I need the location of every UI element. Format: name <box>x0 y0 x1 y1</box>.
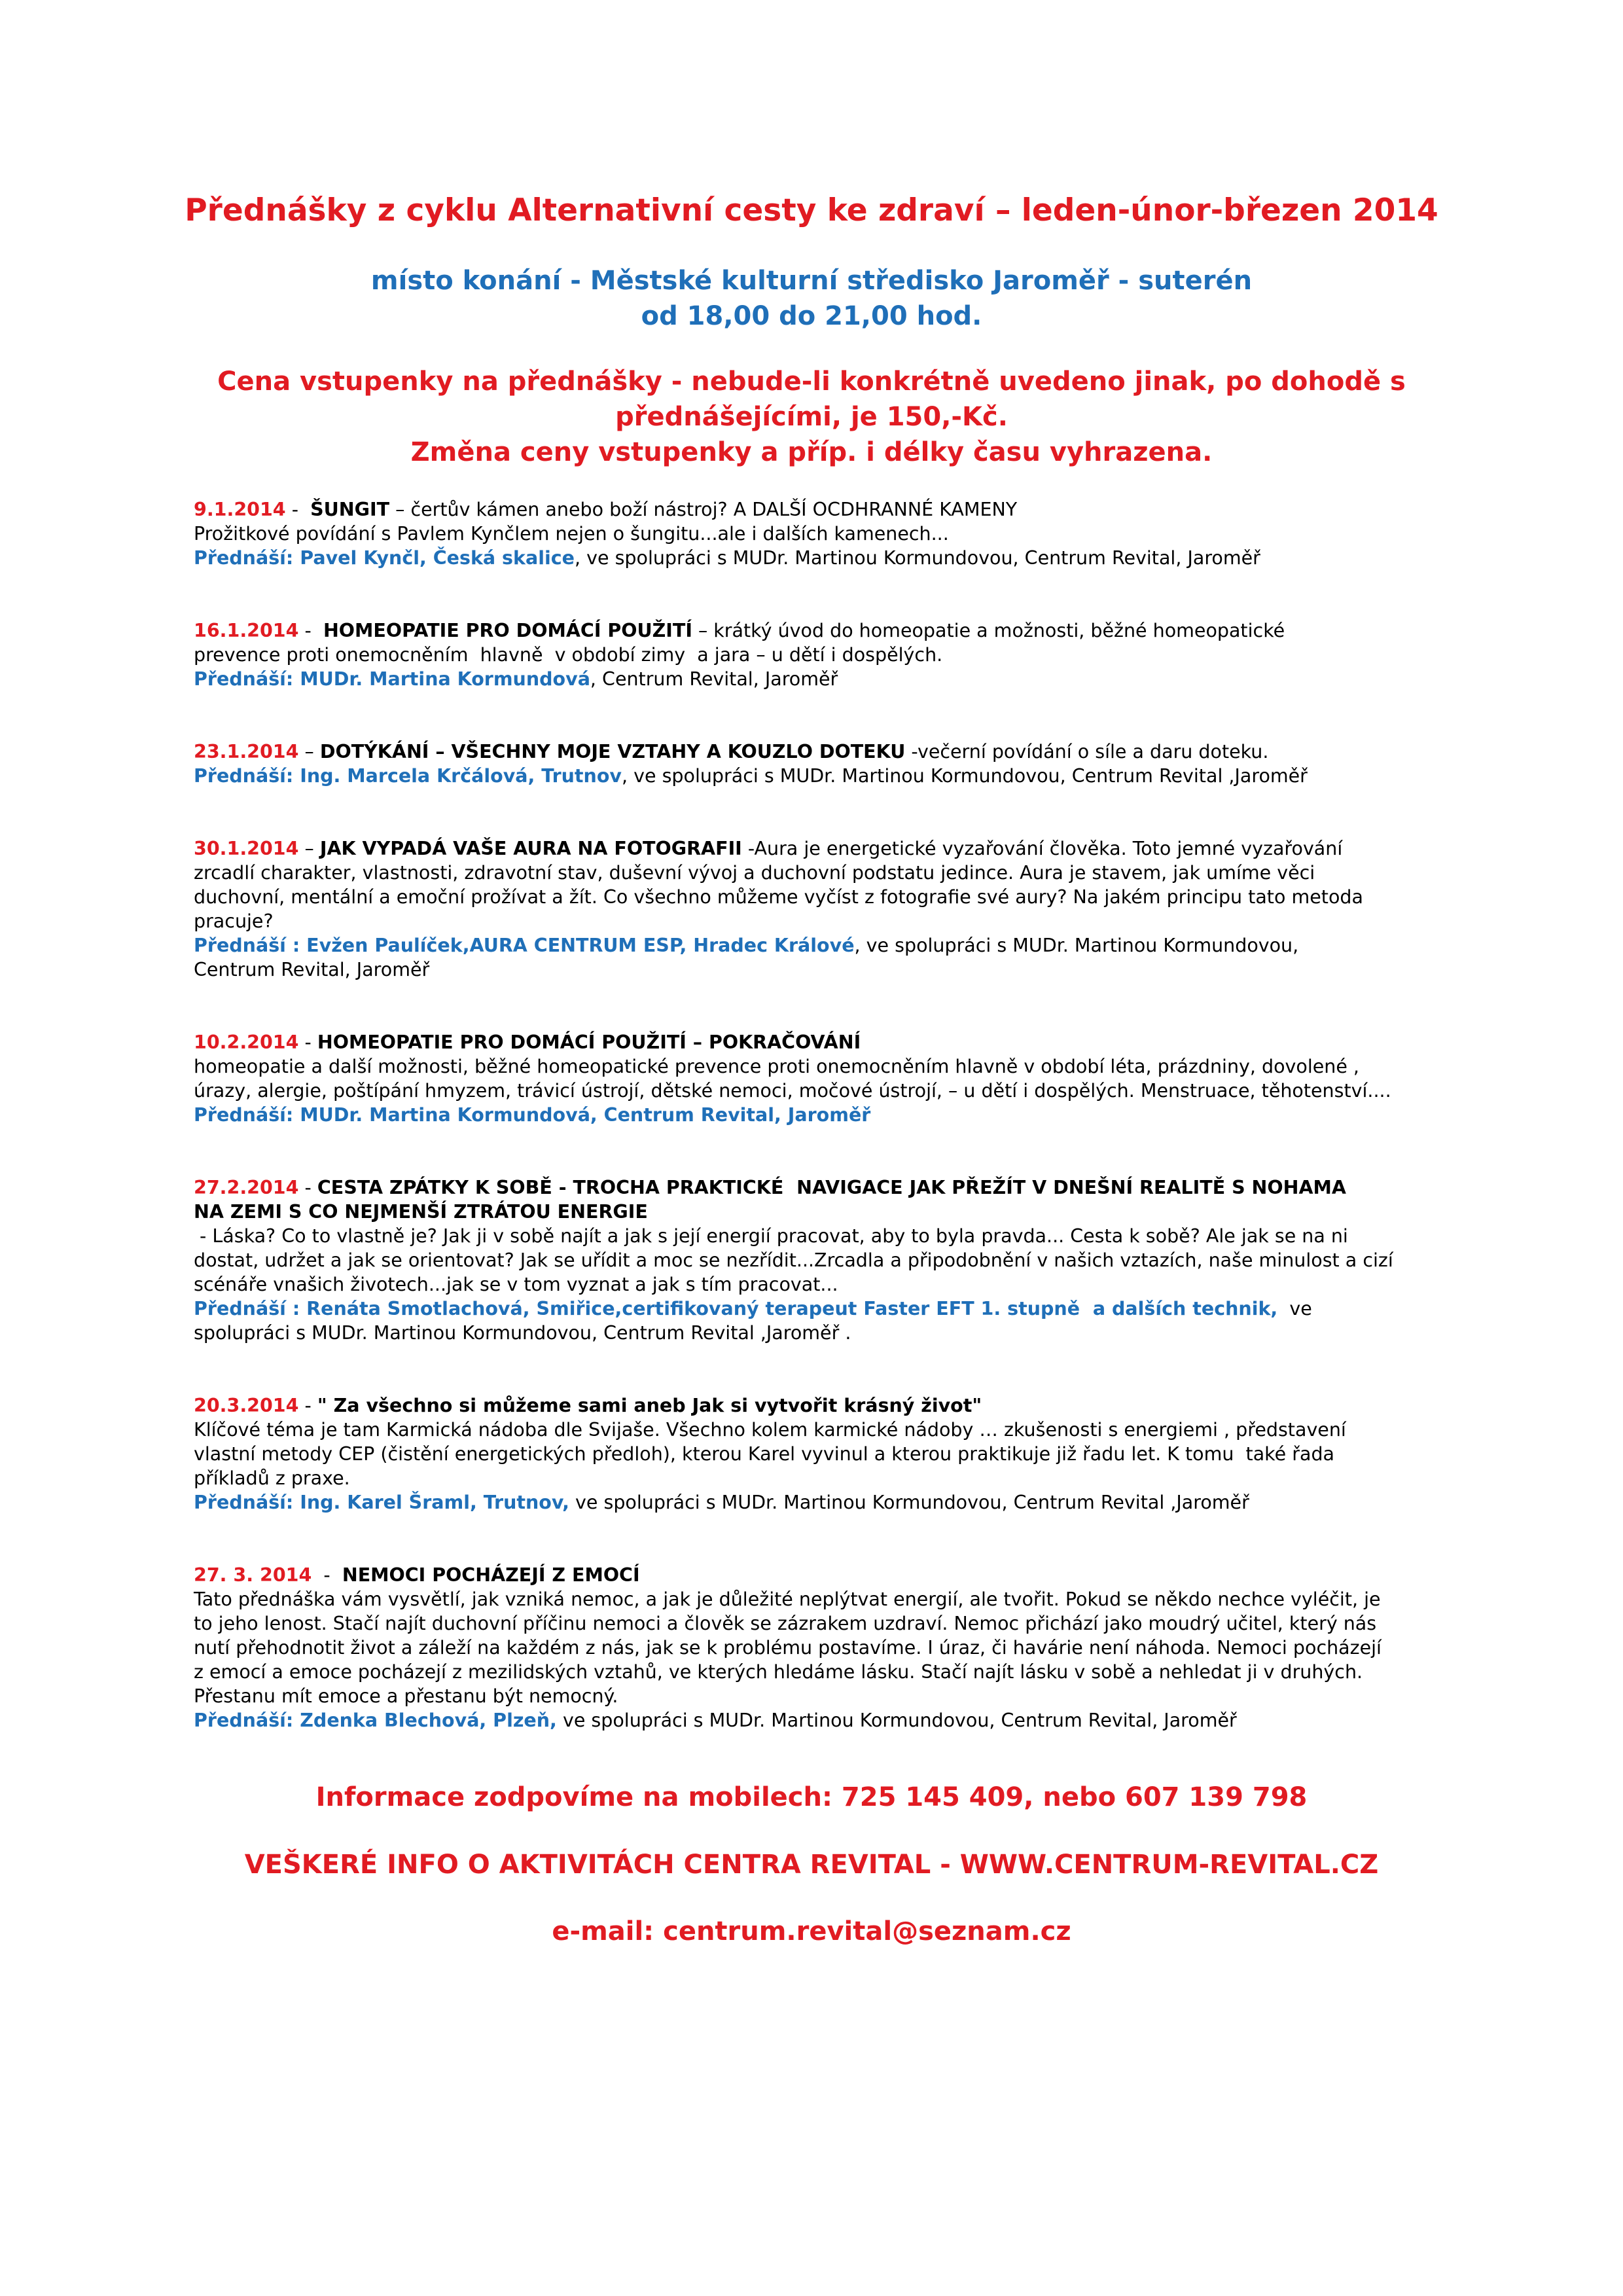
lecture-headline <box>194 1030 1457 1054</box>
lecture-description-line: zrcadlí charakter, vlastnosti, zdravotní stav, duševní vývoj a duchovní podstatu jedince. Aura je stavem, jak umíme věci <box>194 862 1315 884</box>
lecture-separator: - <box>312 1564 342 1586</box>
lecture-date: 20.3.2014 <box>194 1395 299 1416</box>
speaker-name: Ing. Karel Šraml, Trutnov, <box>300 1492 569 1513</box>
price-line-2: přednášejícími, je 150,-Kč. <box>615 402 1008 432</box>
lecture-title: HOMEOPATIE PRO DOMÁCÍ POUŽITÍ – POKRAČOVÁNÍ <box>317 1031 861 1053</box>
lecture-description-line: Klíčové téma je tam Karmická nádoba dle Svijaše. Všechno kolem karmické nádoby … zkušenosti s energiemi , představení <box>194 1419 1346 1441</box>
lecture-description-line: úrazy, alergie, poštípání hmyzem, trávicí ústrojí, dětské nemoci, močové ústrojí, – u dětí i dospělých. Menstruace, těhotenství.... <box>194 1080 1391 1102</box>
lecture-title: ŠUNGIT <box>310 499 390 520</box>
footer-phones: Informace zodpovíme na mobilech: 725 145 409, nebo 607 139 798 <box>315 1782 1308 1812</box>
speaker-label: Přednáší : <box>194 935 307 956</box>
lecture-date: 10.2.2014 <box>194 1031 299 1053</box>
lecture-item <box>194 1393 1457 1515</box>
lecture-headline <box>194 1175 1457 1200</box>
lecture-description-line: z emocí a emoce pocházejí z mezilidských vztahů, ve kterých hledáme lásku. Stačí najít lásku v sobě a nehledat ji v druhých. <box>194 1661 1363 1683</box>
speaker-name: MUDr. Martina Kormundová, Centrum Revital, Jaroměř <box>300 1104 871 1126</box>
speaker-name: Evžen Paulíček,AURA CENTRUM ESP, Hradec Králové <box>306 935 855 956</box>
lecture-title: " Za všechno si můžeme sami aneb Jak si vytvořit krásný život" <box>317 1395 982 1416</box>
lecture-date: 27. 3. 2014 <box>194 1564 312 1586</box>
lecture-description-line: scénáře vnašich životech...jak se v tom vyznat a jak s tím pracovat... <box>194 1274 838 1295</box>
lecture-headline <box>194 497 1457 522</box>
lecture-separator: - <box>298 1031 317 1053</box>
speaker-collaboration-continued: Centrum Revital, Jaroměř <box>194 959 430 980</box>
speaker-label: Přednáší: <box>194 765 300 787</box>
lecture-intro: – krátký úvod do homeopatie a možnosti, běžné homeopatické <box>692 620 1285 641</box>
lecture-speaker <box>194 933 1457 958</box>
lecture-separator: - <box>285 499 311 520</box>
lecture-description-line: duchovní, mentální a emoční prožívat a žít. Co všechno můžeme vyčíst z fotografie své aury? Na jakém principu tato metoda <box>194 886 1363 908</box>
speaker-name: MUDr. Martina Kormundová <box>300 668 590 690</box>
lecture-description-line: to jeho lenost. Stačí najít duchovní příčinu nemoci a člověk se zázrakem uzdraví. Nemoc přichází jako moudrý učitel, který nás <box>194 1613 1377 1634</box>
lecture-speaker <box>194 667 1457 691</box>
lecture-speaker <box>194 546 1457 570</box>
lecture-title-continued: NA ZEMI S CO NEJMENŠÍ ZTRÁTOU ENERGIE <box>194 1201 648 1223</box>
speaker-label: Přednáší : <box>194 1298 307 1319</box>
speaker-collaboration-continued: spolupráci s MUDr. Martinou Kormundovou, Centrum Revital ,Jaroměř . <box>194 1322 851 1344</box>
speaker-collaboration: , ve spolupráci s MUDr. Martinou Kormundovou, <box>854 935 1299 956</box>
lecture-headline <box>194 1563 1457 1587</box>
lecture-item <box>194 740 1457 788</box>
lecture-separator: - <box>298 1395 317 1416</box>
lecture-title: NEMOCI POCHÁZEJÍ Z EMOCÍ <box>342 1564 640 1586</box>
speaker-name: Renáta Smotlachová, Smiřice,certifikovaný terapeut Faster EFT 1. stupně a dalších technik, <box>306 1298 1278 1319</box>
lecture-headline <box>194 1393 1457 1418</box>
lecture-separator: - <box>298 1177 317 1198</box>
lecture-speaker <box>194 1708 1457 1732</box>
lecture-title: HOMEOPATIE PRO DOMÁCÍ POUŽITÍ <box>323 620 692 641</box>
lecture-item <box>194 1563 1457 1732</box>
lecture-description-line: pracuje? <box>194 910 274 932</box>
speaker-collaboration: , ve spolupráci s MUDr. Martinou Kormundovou, Centrum Revital ,Jaroměř <box>622 765 1308 787</box>
lecture-item <box>194 619 1457 691</box>
footer-email: e-mail: centrum.revital@seznam.cz <box>552 1916 1071 1946</box>
lecture-description-line: Prožitkové povídání s Pavlem Kynčlem nejen o šungitu...ale i dalších kamenech... <box>194 523 949 545</box>
page-title: Přednášky z cyklu Alternativní cesty ke zdraví – leden-únor-březen 2014 <box>185 192 1438 228</box>
lecture-item <box>194 1175 1457 1345</box>
lecture-date: 27.2.2014 <box>194 1177 299 1198</box>
speaker-label: Přednáší: <box>194 668 300 690</box>
lecture-description-line: Přestanu mít emoce a přestanu být nemocný. <box>194 1685 618 1707</box>
lecture-description-line: nutí přehodnotit život a záleží na každém z nás, jak se k problému postavíme. I úraz, či havárie není náhoda. Nemoci pocházejí <box>194 1637 1382 1659</box>
lecture-title: JAK VYPADÁ VAŠE AURA NA FOTOGRAFII <box>319 838 742 859</box>
venue-info <box>0 263 1623 334</box>
venue-line: místo konání - Městské kulturní středisko Jaroměř - suterén <box>370 266 1253 296</box>
lecture-description-line: vlastní metody CEP (čistění energetických předloh), kterou Karel vyvinul a kterou praktikuje již řadu let. K tomu také řada <box>194 1443 1334 1465</box>
lecture-title: DOTÝKÁNÍ – VŠECHNY MOJE VZTAHY A KOUZLO DOTEKU <box>319 741 906 762</box>
lecture-speaker <box>194 1490 1457 1515</box>
lecture-date: 9.1.2014 <box>194 499 286 520</box>
time-line: od 18,00 do 21,00 hod. <box>641 301 982 331</box>
lecture-headline <box>194 740 1457 764</box>
lecture-intro: -večerní povídání o síle a daru doteku. <box>905 741 1269 762</box>
speaker-collaboration: ve <box>1277 1298 1312 1319</box>
lecture-separator: – <box>298 741 320 762</box>
speaker-collaboration: ve spolupráci s MUDr. Martinou Kormundovou, Centrum Revital ,Jaroměř <box>569 1492 1249 1513</box>
speaker-collaboration: , Centrum Revital, Jaroměř <box>590 668 838 690</box>
lecture-date: 16.1.2014 <box>194 620 299 641</box>
lecture-speaker <box>194 1297 1457 1321</box>
lecture-separator: – <box>298 838 320 859</box>
lecture-headline <box>194 619 1457 643</box>
lecture-description-line: prevence proti onemocněním hlavně v období zimy a jara – u dětí i dospělých. <box>194 644 943 666</box>
speaker-collaboration: , ve spolupráci s MUDr. Martinou Kormundovou, Centrum Revital, Jaroměř <box>574 547 1260 569</box>
speaker-label: Přednáší: <box>194 547 300 569</box>
speaker-label: Přednáší: <box>194 1104 300 1126</box>
price-line-3: Změna ceny vstupenky a příp. i délky času vyhrazena. <box>410 437 1213 467</box>
speaker-name: Ing. Marcela Krčálová, Trutnov <box>300 765 622 787</box>
price-info <box>0 364 1623 470</box>
lecture-title: CESTA ZPÁTKY K SOBĚ - TROCHA PRAKTICKÉ NAVIGACE JAK PŘEŽÍT V DNEŠNÍ REALITĚ S NOHAMA <box>317 1177 1346 1198</box>
price-line-1: Cena vstupenky na přednášky - nebude-li konkrétně uvedeno jinak, po dohodě s <box>217 367 1406 397</box>
lecture-description-line: - Láska? Co to vlastně je? Jak ji v sobě najít a jak s její energií pracovat, aby to byla pravda... Cesta k sobě? Ale jak se na ni <box>194 1225 1348 1247</box>
lecture-description-line: příkladů z praxe. <box>194 1467 350 1489</box>
speaker-name: Pavel Kynčl, Česká skalice <box>300 547 575 569</box>
lecture-item <box>194 497 1457 570</box>
footer-web: VEŠKERÉ INFO O AKTIVITÁCH CENTRA REVITAL - WWW.CENTRUM-REVITAL.CZ <box>244 1850 1379 1880</box>
lecture-description-line: homeopatie a další možnosti, běžné homeopatické prevence proti onemocněním hlavně v období léta, prázdniny, dovolené , <box>194 1056 1359 1077</box>
speaker-name: Zdenka Blechová, Plzeň, <box>300 1710 557 1731</box>
lecture-headline <box>194 836 1457 861</box>
lecture-description-line: dostat, udržet a jak se orientovat? Jak se uřídit a moc se nezřídit...Zrcadla a připodobnění v našich vztazích, naše minulost a cizí <box>194 1249 1393 1271</box>
speaker-label: Přednáší: <box>194 1492 300 1513</box>
lecture-separator: - <box>298 620 323 641</box>
lecture-item <box>194 836 1457 982</box>
lecture-date: 30.1.2014 <box>194 838 299 859</box>
lecture-speaker <box>194 1103 1457 1127</box>
lecture-date: 23.1.2014 <box>194 741 299 762</box>
speaker-collaboration: ve spolupráci s MUDr. Martinou Kormundovou, Centrum Revital, Jaroměř <box>556 1710 1237 1731</box>
lecture-intro: – čertův kámen anebo boží nástroj? A DALŠÍ OCDHRANNÉ KAMENY <box>389 499 1018 520</box>
lecture-description-line: Tato přednáška vám vysvětlí, jak vzniká nemoc, a jak je důležité neplýtvat energií, ale tvořit. Pokud se někdo nechce vyléčit, je <box>194 1588 1381 1610</box>
lecture-speaker <box>194 764 1457 788</box>
speaker-label: Přednáší: <box>194 1710 300 1731</box>
lecture-list <box>194 497 1457 1781</box>
lecture-intro: -Aura je energetické vyzařování člověka. Toto jemné vyzařování <box>741 838 1343 859</box>
lecture-item <box>194 1030 1457 1127</box>
